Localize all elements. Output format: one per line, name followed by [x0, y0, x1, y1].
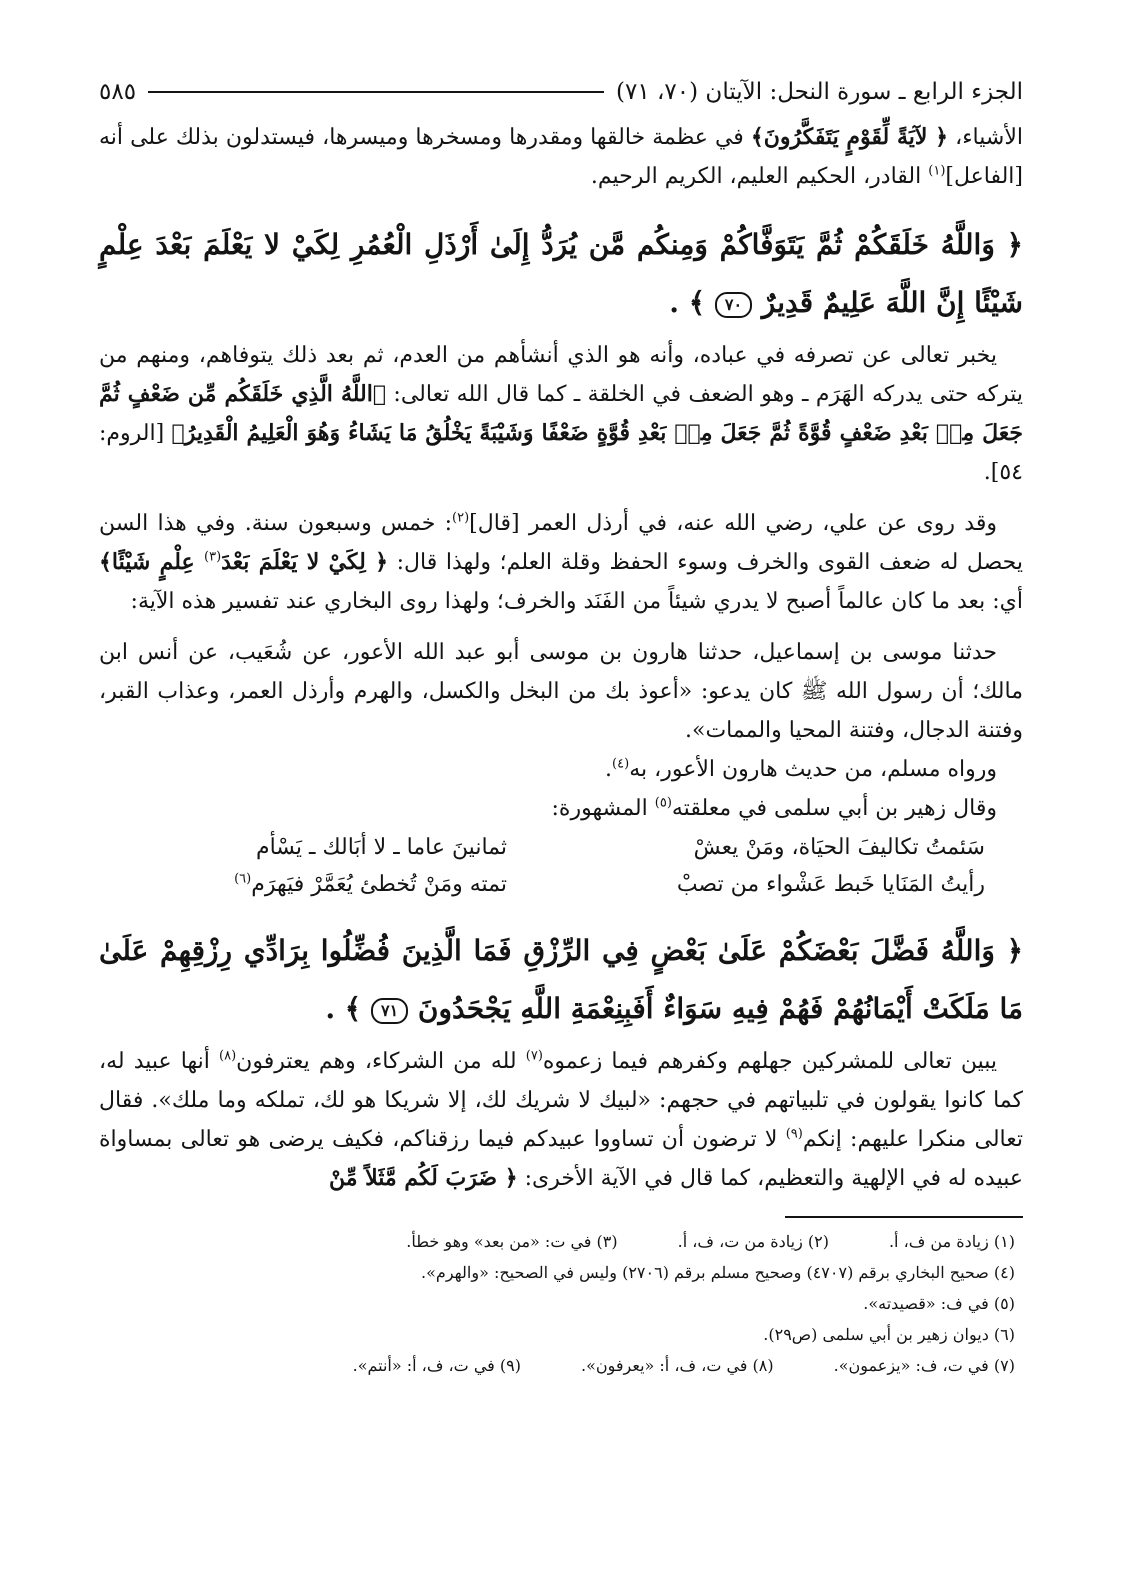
- paragraph-3: [99, 504, 1023, 621]
- quran-quote: ﴿ ضَرَبَ لَكُم مَّثَلاً مِّنْ: [328, 1165, 518, 1191]
- spacer: [99, 621, 1023, 633]
- footnotes: [99, 1226, 1023, 1381]
- paragraph-7: [99, 1042, 1023, 1198]
- page-number: ٥٨٥: [99, 79, 137, 105]
- text-span: : خمس وسبعون سنة. وفي هذا السن يحصل له ضعف القوى والخرف وسوء الحفظ وقلة العلم؛ ولهذا قال:: [99, 511, 1023, 575]
- footnote: (٢) زيادة من ت، ف، أ.: [677, 1232, 829, 1251]
- footnote-ref: (٩): [785, 1126, 803, 1142]
- footnote-ref: (٦): [234, 871, 252, 887]
- text-span: حدثنا موسى بن إسماعيل، حدثنا هارون بن موسى أبو عبد الله الأعور، عن شُعَيب، عن أنس ابن مالك؛ أن رسول الله ﷺ كان يدعو: «أعوذ بك من البخل والكسل، والهرم وأرذل العمر، وعذاب القبر، وفتنة الدجال، وفتنة المحيا والممات».: [99, 640, 1023, 743]
- footnote: (٨) في ت، ف، أ: «يعرفون».: [580, 1356, 774, 1375]
- footnote-row: [99, 1319, 1015, 1350]
- footnote-row: [99, 1257, 1015, 1288]
- verse-close: ﴾ .: [325, 992, 362, 1025]
- paragraph-5: [99, 750, 1023, 789]
- text-span: وقد روى عن علي، رضي الله عنه، في أرذل العمر [قال]: [469, 511, 997, 536]
- spacer: [99, 492, 1023, 504]
- spacer: [99, 902, 1023, 914]
- footnote: (٣) في ت: «من بعد» وهو خطأ.: [406, 1232, 618, 1251]
- hemistich-first: سَئمتُ تكاليفَ الحيَاة، ومَنْ يعشْ: [693, 835, 985, 860]
- footnote: (٥) في ف: «قصيدته».: [863, 1294, 1015, 1313]
- footnote: (٧) في ت، ف: «يزعمون».: [833, 1356, 1015, 1375]
- ayah-number-badge: ٧١: [371, 998, 408, 1024]
- poem-line-1: [99, 830, 1023, 865]
- hemistich-text: ثمانينَ عاما ـ لا أبَالك ـ يَسْأم: [255, 835, 507, 860]
- text-span: لا ترضون أن تساووا عبيدكم فيما رزقناكم، فكيف يرضى هو تعالى بمساواة عبيده له في الإلهية والتعظيم، كما قال في الآية الأخرى:: [99, 1127, 1023, 1191]
- poem-line-2: [99, 867, 1023, 902]
- page-body: [99, 118, 1023, 1198]
- footnote-rule: [785, 1216, 1023, 1218]
- footnote-ref: (٤): [612, 756, 630, 772]
- footnote-ref: (٧): [525, 1048, 543, 1064]
- footnote: (٤) صحيح البخاري برقم (٤٧٠٧) وصحيح مسلم برقم (٢٧٠٦) وليس في الصحيح: «والهرم».: [421, 1263, 1015, 1282]
- running-header: [99, 72, 1023, 112]
- text-span: ورواه مسلم، من حديث هارون الأعور، به: [629, 757, 997, 782]
- text-span: وقال زهير بن أبي سلمى في معلقته: [671, 796, 997, 821]
- footnote-row: [99, 1350, 1015, 1381]
- text-span: لله من الشركاء، وهم يعترفون: [236, 1049, 526, 1074]
- paragraph-2: [99, 336, 1023, 492]
- hemistich-second: [99, 830, 561, 865]
- footnote: (٦) ديوان زهير بن أبي سلمى (ص٢٩).: [763, 1325, 1015, 1344]
- footnote-row: [99, 1226, 1015, 1257]
- header-rule: [148, 91, 604, 93]
- text-span: [الروم: ٥٤].: [99, 421, 1023, 485]
- text-span: المشهورة:: [551, 796, 655, 821]
- hemistich-second: [99, 867, 561, 902]
- text-span: الأشياء،: [948, 125, 1023, 150]
- verse-text: ﴿ وَاللَّهُ فَضَّلَ بَعْضَكُمْ عَلَىٰ بَعْضٍ فِي الرِّزْقِ فَمَا الَّذِينَ فُضِّلُوا بِرَادِّي رِزْقِهِمْ عَلَىٰ مَا مَلَكَتْ أَيْمَانُهُمْ فَهُمْ فِيهِ سَوَاءٌ أَفَبِنِعْمَةِ اللَّهِ يَجْحَدُونَ: [99, 934, 1023, 1025]
- footnote-ref: (٢): [452, 510, 470, 526]
- footnote-ref: (٣): [204, 549, 222, 565]
- footnote-ref: (١): [928, 163, 946, 179]
- footnote: (١) زيادة من ف، أ.: [888, 1232, 1015, 1251]
- quran-quote: عِلْمٍ شَيْئًا﴾: [99, 549, 204, 575]
- text-span: القادر، الحكيم العليم، الكريم الرحيم.: [590, 164, 929, 189]
- text-span: يبين تعالى للمشركين جهلهم وكفرهم فيما زعموه: [542, 1049, 997, 1074]
- text-span: في عظمة خالقها ومقدرها ومسخرها وميسرها، فيستدلون بذلك على أنه [الفاعل]: [99, 125, 1023, 189]
- running-title: الجزء الرابع ـ سورة النحل: الآيتان (٧٠، ٧١): [615, 79, 1023, 105]
- hemistich-text: تمته ومَنْ تُخطئ يُعَمَّرْ فيَهرَم: [251, 872, 507, 897]
- quran-quote: ﴿اللَّهُ الَّذِي خَلَقَكُم مِّن ضَعْفٍ ثُمَّ جَعَلَ مِنۢ بَعْدِ ضَعْفٍ قُوَّةً ثُمَّ جَعَلَ مِنۢ بَعْدِ قُوَّةٍ ضَعْفًا وَشَيْبَةً يَخْلُقُ مَا يَشَاءُ وَهُوَ الْعَلِيمُ الْقَدِيرُ﴾: [99, 381, 1024, 446]
- quran-quote: ﴿ لآيَةً لِّقَوْمٍ يَتَفَكَّرُونَ﴾: [750, 124, 949, 150]
- text-span: أي: بعد ما كان عالماً أصبح لا يدري شيئاً من الفَنَد والخرف؛ ولهذا روى البخاري عند تفسير هذه الآية:: [130, 589, 1023, 614]
- verse-close: ﴾ .: [669, 286, 706, 319]
- hemistich-first: رأيتُ المَنَايا خَبط عَشْواء من تصبْ: [676, 872, 985, 897]
- paragraph-6: [99, 789, 1023, 828]
- verse-70: [99, 216, 1023, 332]
- ayah-number-badge: ٧٠: [715, 292, 752, 318]
- text-span: .: [605, 757, 613, 782]
- footnote-ref: (٥): [654, 795, 672, 811]
- footnote-ref: (٨): [219, 1048, 237, 1064]
- footnote-row: [99, 1288, 1015, 1319]
- paragraph-4: [99, 633, 1023, 750]
- verse-71: [99, 922, 1023, 1038]
- text-span: أنها عبيد له، كما كانوا يقولون في تلبياتهم في حجهم: «لبيك لا شريك لك، إلا شريكا هو لك، تملكه وما ملك». فقال تعالى منكرا عليهم: إنكم: [99, 1049, 1023, 1152]
- quran-quote: ﴿ لِكَيْ لا يَعْلَمَ بَعْدَ: [221, 549, 388, 575]
- spacer: [99, 196, 1023, 208]
- footnote: (٩) في ت، ف، أ: «أنتم».: [352, 1356, 521, 1375]
- book-page: [99, 0, 1023, 1381]
- verse-text: ﴿ وَاللَّهُ خَلَقَكُمْ ثُمَّ يَتَوَفَّاكُمْ وَمِنكُم مَّن يُرَدُّ إِلَىٰ أَرْذَلِ الْعُمُرِ لِكَيْ لا يَعْلَمَ بَعْدَ عِلْمٍ شَيْئًا إِنَّ اللَّهَ عَلِيمٌ قَدِيرٌ: [99, 228, 1023, 319]
- text-span: يخبر تعالى عن تصرفه في عباده، وأنه هو الذي أنشأهم من العدم، ثم بعد ذلك يتوفاهم، ومنهم من يتركه حتى يدركه الهَرَم ـ وهو الضعف في الخلقة ـ كما قال الله تعالى:: [99, 343, 1024, 407]
- paragraph-1: [99, 118, 1023, 196]
